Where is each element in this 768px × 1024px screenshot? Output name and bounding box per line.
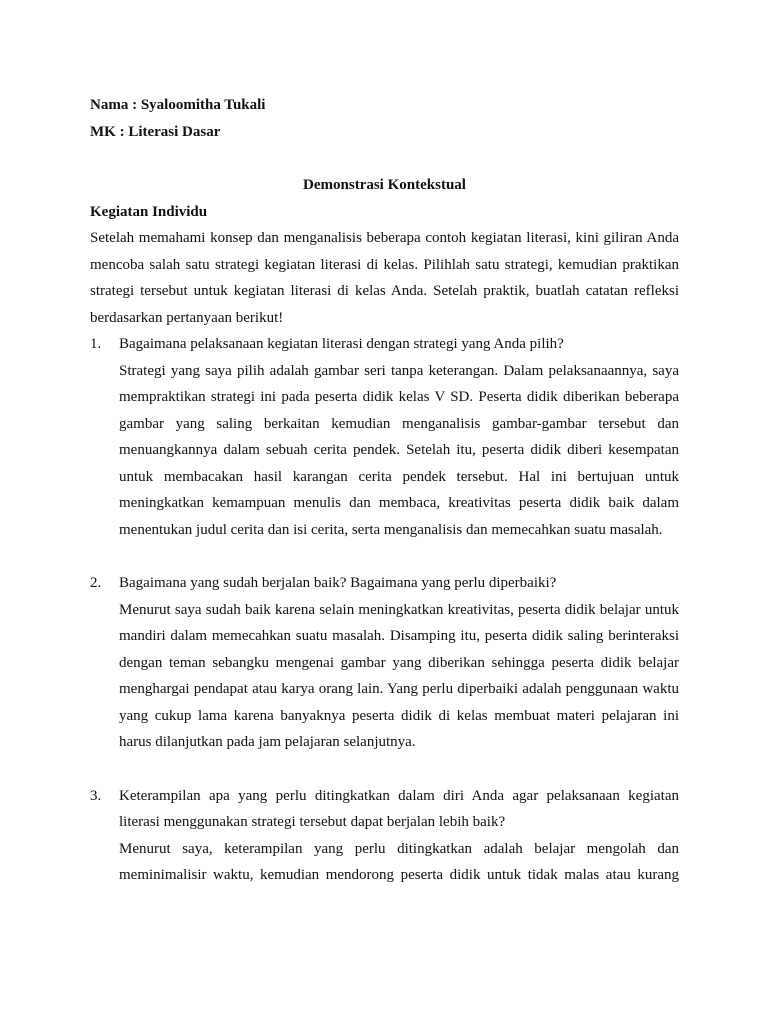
answer-line: menentukan judul cerita dan isi cerita, serta menganalisis dan memecahkan suatu masalah. <box>119 521 663 538</box>
intro-line: berdasarkan pertanyaan berikut! <box>90 309 284 326</box>
item-number: 2. <box>90 575 102 591</box>
item-number: 1. <box>90 336 102 352</box>
question-text: Keterampilan apa yang perlu ditingkatkan dalam diri Anda agar pelaksanaan kegiatan <box>119 787 679 804</box>
student-name: Nama : Syaloomitha Tukali <box>90 97 266 113</box>
answer-line: meminimalisir waktu, kemudian mendorong peserta didik untuk tidak malas atau kurang <box>119 867 679 883</box>
spacer <box>90 145 679 172</box>
answer-line: mandiri dalam memecahkan suatu masalah. Disamping itu, peserta didik saling berinteraksi <box>119 628 679 644</box>
answer-line: meningkatkan kemampuan menulis dan membaca, kreativitas peserta didik baik dalam <box>119 495 679 511</box>
question-text: Bagaimana pelaksanaan kegiatan literasi dengan strategi yang Anda pilih? <box>119 336 564 352</box>
answer-line: yang cukup lama karena banyaknya peserta didik di kelas membuat materi pelajaran ini <box>119 707 679 724</box>
question-text: Bagaimana yang sudah berjalan baik? Bagaimana yang perlu diperbaiki? <box>119 575 557 591</box>
answer-line: untuk membacakan hasil karangan cerita pendek tersebut. Hal ini bertujuan untuk <box>119 468 679 485</box>
section-heading: Kegiatan Individu <box>90 203 208 220</box>
question-item-2 <box>90 570 679 756</box>
course-name: MK : Literasi Dasar <box>90 123 221 140</box>
spacer <box>90 543 679 570</box>
answer-line: dengan teman sebangku mengenai gambar yang diberikan sehingga peserta didik belajar <box>119 654 679 671</box>
spacer <box>90 756 679 783</box>
answer-line: harus dilanjutkan pada jam pelajaran selanjutnya. <box>119 734 416 750</box>
document-page <box>90 92 679 889</box>
answer-line: Menurut saya sudah baik karena selain meningkatkan kreativitas, peserta didik belajar untuk <box>119 601 679 618</box>
answer-line: Menurut saya, keterampilan yang perlu ditingkatkan adalah belajar mengolah dan <box>119 840 679 857</box>
answer-line: menuangkannya dalam sebuah cerita pendek. Setelah itu, peserta didik diberi kesempatan <box>119 442 679 458</box>
answer-line: gambar yang saling berkaitan kemudian menganalisis gambar-gambar tersebut dan <box>119 415 679 432</box>
answer-line: menghargai pendapat atau karya orang lain. Yang perlu diperbaiki adalah penggunaan waktu <box>119 681 679 697</box>
intro-paragraph <box>90 225 679 331</box>
answer-line: Strategi yang saya pilih adalah gambar seri tanpa keterangan. Dalam pelaksanaannya, saya <box>119 362 679 379</box>
answer-line: mempraktikan strategi ini pada peserta didik kelas V SD. Peserta didik diberikan beberapa <box>119 389 679 405</box>
question-item-1 <box>90 331 679 543</box>
question-text: literasi menggunakan strategi tersebut dapat berjalan lebih baik? <box>119 814 506 830</box>
intro-line: Setelah memahami konsep dan menganalisis beberapa contoh kegiatan literasi, kini giliran Anda <box>90 230 679 246</box>
intro-line: mencoba salah satu strategi kegiatan literasi di kelas. Pilihlah satu strategi, kemudian praktikan <box>90 256 679 273</box>
document-title: Demonstrasi Kontekstual <box>303 177 466 193</box>
item-number: 3. <box>90 787 102 804</box>
question-item-3 <box>90 783 679 889</box>
intro-line: strategi tersebut untuk kegiatan literasi di kelas Anda. Setelah praktik, buatlah catatan refleksi <box>90 283 679 299</box>
